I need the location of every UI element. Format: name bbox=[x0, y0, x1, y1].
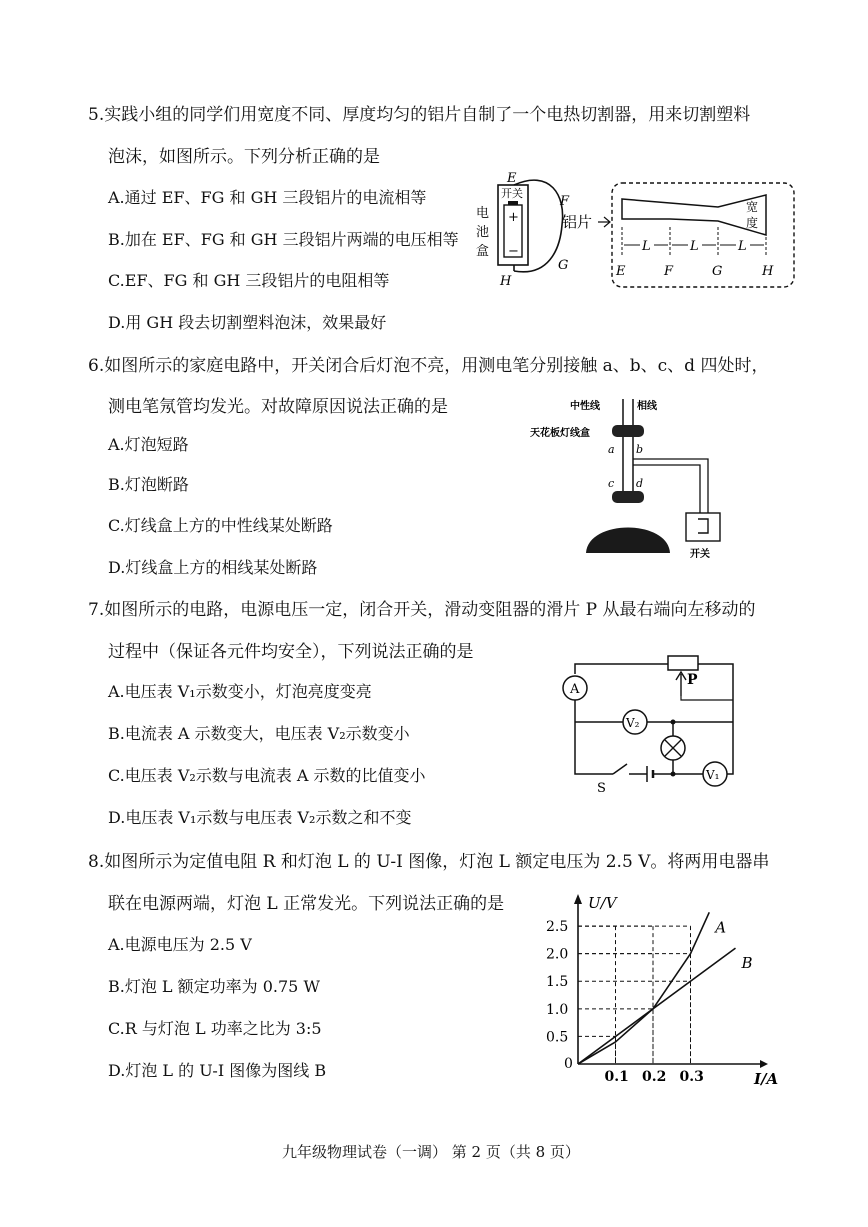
y-tick-label-4: 2.5 bbox=[546, 919, 569, 936]
q7-option-d: D.电压表 V₁示数与电压表 V₂示数之和不变 bbox=[108, 808, 412, 827]
series-label-B: B bbox=[741, 954, 753, 973]
q8-ui-graph bbox=[530, 890, 779, 1090]
q6-stem-line2: 测电笔氖管均发光。对故障原因说法正确的是 bbox=[108, 397, 448, 417]
origin-label: 0 bbox=[564, 1056, 573, 1072]
fig6-point-c: c bbox=[608, 477, 615, 490]
fig7-v1-label: V₁ bbox=[706, 768, 720, 782]
fig5-label-e: E bbox=[507, 171, 517, 186]
fig7-switch bbox=[613, 764, 627, 774]
q7-option-a: A.电压表 V₁示数变小，灯泡亮度变亮 bbox=[108, 682, 372, 701]
series-line-B bbox=[578, 948, 736, 1064]
y-axis-label: U/V bbox=[588, 894, 617, 912]
fig6-point-a: a bbox=[608, 443, 615, 456]
q8-option-c: C.R 与灯泡 L 功率之比为 3:5 bbox=[108, 1019, 322, 1038]
q7-stem-line2: 过程中（保证各元件均安全），下列说法正确的是 bbox=[108, 642, 474, 662]
fig6-ceiling-box bbox=[612, 425, 644, 437]
fig5-box-char1: 电 bbox=[476, 206, 490, 221]
fig7-rheostat bbox=[668, 656, 698, 670]
q6-option-b: B.灯泡断路 bbox=[108, 475, 189, 494]
q5-option-d: D.用 GH 段去切割塑料泡沫，效果最好 bbox=[108, 313, 387, 332]
fig7-slider-arrow bbox=[676, 672, 686, 696]
fig6-neutral-label: 中性线 bbox=[570, 401, 600, 412]
fig5-label-h-left: H bbox=[500, 274, 512, 289]
q8-stem-line2: 联在电源两端，灯泡 L 正常发光。下列说法正确的是 bbox=[108, 894, 505, 914]
q6-option-c: C.灯线盒上方的中性线某处断路 bbox=[108, 516, 333, 535]
fig5-l-2: L bbox=[690, 239, 699, 254]
q8-option-a: A.电源电压为 2.5 V bbox=[108, 935, 252, 954]
y-tick-label-1: 1.0 bbox=[546, 1001, 569, 1018]
q7-stem-line1: 7.如图所示的电路，电源电压一定，闭合开关，滑动变阻器的滑片 P 从最右端向左移动的 bbox=[88, 600, 756, 620]
fig6-point-d: d bbox=[636, 477, 644, 490]
fig5-label-g-left: G bbox=[558, 258, 569, 273]
fig5-minus: − bbox=[508, 244, 519, 259]
fig5-switch-label: 开关 bbox=[501, 187, 523, 200]
q5-stem-line1: 5.实践小组的同学们用宽度不同、厚度均匀的铝片自制了一个电热切割器，用来切割塑料 bbox=[88, 105, 751, 125]
fig5-foil-shape bbox=[622, 195, 766, 235]
fig5-plus: + bbox=[508, 210, 519, 225]
x-tick-label-1: 0.2 bbox=[642, 1069, 667, 1085]
page-footer: 九年级物理试卷（一调） 第 2 页（共 8 页） bbox=[282, 1143, 580, 1161]
q5-stem-line2: 泡沫，如图所示。下列分析正确的是 bbox=[108, 147, 380, 167]
fig7-slider-p: P bbox=[687, 672, 698, 688]
q8-option-b: B.灯泡 L 额定功率为 0.75 W bbox=[108, 977, 320, 996]
q6-option-d: D.灯线盒上方的相线某处断路 bbox=[108, 558, 318, 577]
fig6-ceiling-box-label: 天花板灯线盒 bbox=[530, 428, 590, 439]
fig7-ammeter-label: A bbox=[570, 682, 580, 697]
x-tick-label-0: 0.1 bbox=[604, 1069, 629, 1085]
fig6-live-label: 相线 bbox=[637, 401, 657, 412]
fig5-foil-label: 铝片 bbox=[562, 213, 593, 231]
x-axis-label: I/A bbox=[754, 1070, 779, 1088]
fig5-l-3: L bbox=[738, 239, 747, 254]
fig5-box-char2: 池 bbox=[476, 225, 490, 240]
series-line-A bbox=[578, 912, 709, 1064]
fig6-switch-label: 开关 bbox=[690, 549, 710, 560]
fig6-lamp-holder bbox=[612, 491, 644, 503]
q5-option-b: B.加在 EF、FG 和 GH 三段铝片两端的电压相等 bbox=[108, 230, 459, 249]
q5-cutter-figure bbox=[470, 165, 800, 295]
q6-option-a: A.灯泡短路 bbox=[108, 435, 189, 454]
q5-option-c: C.EF、FG 和 GH 三段铝片的电阻相等 bbox=[108, 271, 390, 290]
fig5-box-char3: 盒 bbox=[476, 244, 490, 259]
q8-stem-line1: 8.如图所示为定值电阻 R 和灯泡 L 的 U-I 图像，灯泡 L 额定电压为 2.5 V。将两用电器串 bbox=[88, 852, 770, 872]
fig5-label-h-zoom: H bbox=[762, 264, 774, 279]
x-tick-label-2: 0.3 bbox=[679, 1069, 704, 1085]
fig6-point-b: b bbox=[636, 443, 644, 456]
q6-stem-line1: 6.如图所示的家庭电路中，开关闭合后灯泡不亮，用测电笔分别接触 a、b、c、d 四处时， bbox=[88, 356, 769, 376]
q8-option-d: D.灯泡 L 的 U-I 图像为图线 B bbox=[108, 1061, 327, 1080]
fig5-label-f-zoom: F bbox=[664, 264, 674, 279]
fig7-switch-s: S bbox=[597, 781, 606, 796]
fig7-v2-label: V₂ bbox=[626, 716, 640, 730]
q6-household-circuit-figure bbox=[530, 395, 730, 565]
fig5-label-f-left: F bbox=[560, 194, 570, 209]
fig5-l-1: L bbox=[642, 239, 651, 254]
q7-circuit-figure bbox=[553, 652, 753, 797]
fig5-label-e-zoom: E bbox=[616, 264, 626, 279]
fig5-label-g-zoom: G bbox=[712, 264, 723, 279]
q7-option-c: C.电压表 V₂示数与电流表 A 示数的比值变小 bbox=[108, 766, 426, 785]
y-tick-label-0: 0.5 bbox=[546, 1029, 569, 1046]
fig6-lamp bbox=[586, 528, 670, 554]
fig5-width-char1: 宽 bbox=[746, 200, 759, 214]
y-axis-arrow bbox=[574, 894, 582, 904]
fig5-width-char2: 度 bbox=[746, 216, 759, 230]
y-tick-label-2: 1.5 bbox=[546, 974, 569, 991]
q5-option-a: A.通过 EF、FG 和 GH 三段铝片的电流相等 bbox=[108, 188, 427, 207]
q7-option-b: B.电流表 A 示数变大，电压表 V₂示数变小 bbox=[108, 724, 410, 743]
fig6-switch bbox=[686, 513, 720, 541]
y-tick-label-3: 2.0 bbox=[546, 946, 569, 963]
series-label-A: A bbox=[715, 918, 727, 937]
x-axis-arrow bbox=[760, 1060, 768, 1068]
